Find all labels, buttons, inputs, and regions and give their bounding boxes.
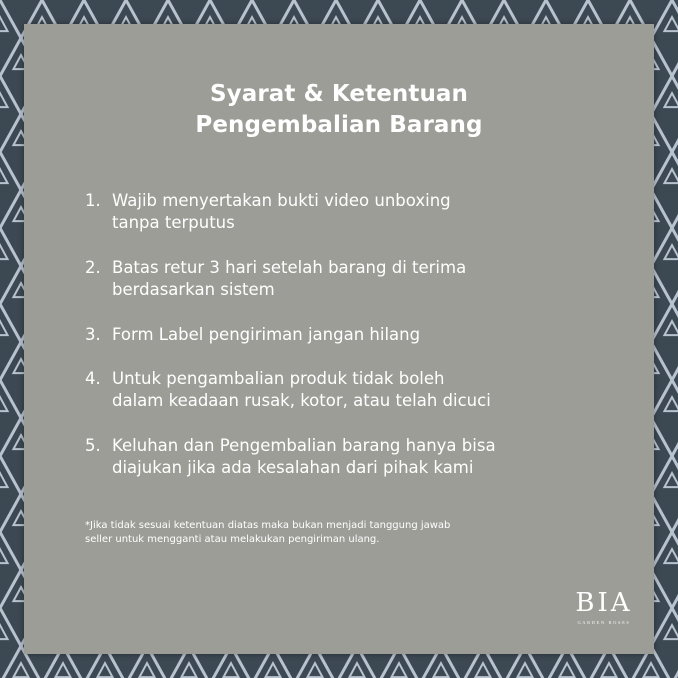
term-item-4	[85, 368, 585, 412]
term-text-line: Form Label pengiriman jangan hilang	[112, 325, 421, 344]
pattern-inner-triangle	[0, 625, 8, 639]
pattern-inner-triangle	[664, 473, 678, 487]
brand-logo	[569, 589, 639, 626]
disclaimer-note	[85, 519, 605, 547]
pattern-inner-triangle	[664, 169, 678, 183]
term-text-line: Untuk pengambalian produk tidak boleh	[112, 369, 445, 388]
pattern-inner-triangle	[664, 17, 678, 31]
pattern-inner-triangle	[139, 663, 154, 677]
pattern-inner-triangle	[0, 397, 8, 411]
pattern-triangle	[672, 38, 678, 76]
term-text-line: Batas retur 3 hari setelah barang di terima	[112, 258, 467, 277]
pattern-inner-triangle	[0, 245, 8, 259]
pattern-inner-triangle	[0, 93, 8, 107]
page-title	[24, 79, 654, 141]
pattern-inner-triangle	[13, 663, 28, 677]
term-item-5	[85, 435, 585, 479]
pattern-inner-triangle	[55, 663, 70, 677]
term-item-3	[85, 324, 585, 346]
pattern-inner-triangle	[517, 663, 532, 677]
term-text-line: tanpa terputus	[112, 213, 235, 232]
pattern-triangle	[0, 228, 21, 266]
pattern-inner-triangle	[0, 17, 8, 31]
pattern-triangle	[672, 494, 678, 532]
term-number: 3.	[85, 325, 101, 344]
pattern-inner-triangle	[601, 663, 616, 677]
content-panel	[24, 24, 654, 654]
pattern-inner-triangle	[664, 93, 678, 107]
pattern-inner-triangle	[349, 663, 364, 677]
pattern-inner-triangle	[664, 549, 678, 563]
pattern-triangle	[0, 608, 21, 646]
pattern-inner-triangle	[0, 169, 8, 183]
pattern-inner-triangle	[0, 321, 8, 335]
pattern-triangle	[672, 418, 678, 456]
pattern-inner-triangle	[664, 245, 678, 259]
term-number: 4.	[85, 369, 101, 388]
pattern-inner-triangle	[433, 663, 448, 677]
pattern-inner-triangle	[265, 663, 280, 677]
note-line-1: *Jika tidak sesuai ketentuan diatas maka bukan menjadi tanggung jawab	[85, 520, 451, 531]
pattern-triangle	[672, 646, 678, 678]
term-number: 1.	[85, 191, 101, 210]
pattern-inner-triangle	[223, 663, 238, 677]
term-item-2	[85, 257, 585, 301]
term-item-1	[85, 190, 585, 234]
pattern-inner-triangle	[0, 549, 8, 563]
title-line-1: Syarat & Ketentuan	[209, 81, 469, 107]
pattern-inner-triangle	[391, 663, 406, 677]
pattern-inner-triangle	[181, 663, 196, 677]
logo-mark: BIA	[575, 588, 633, 618]
term-text-line: berdasarkan sistem	[112, 280, 275, 299]
logo-subtitle: GARDEN ROSES	[577, 620, 631, 625]
pattern-triangle	[0, 0, 21, 38]
term-number: 2.	[85, 258, 101, 277]
pattern-inner-triangle	[664, 397, 678, 411]
term-text-line: Wajib menyertakan bukti video unboxing	[112, 191, 451, 210]
pattern-inner-triangle	[97, 663, 112, 677]
pattern-inner-triangle	[475, 663, 490, 677]
term-text-line: dalam keadaan rusak, kotor, atau telah dicuci	[112, 391, 491, 410]
pattern-triangle	[672, 570, 678, 608]
pattern-triangle	[672, 190, 678, 228]
pattern-inner-triangle	[307, 663, 322, 677]
pattern-inner-triangle	[559, 663, 574, 677]
pattern-triangle	[0, 532, 21, 570]
term-text-line: Keluhan dan Pengembalian barang hanya bisa	[112, 436, 496, 455]
note-line-2: seller untuk mengganti atau melakukan pengiriman ulang.	[85, 534, 380, 545]
pattern-triangle	[0, 304, 21, 342]
terms-list	[85, 190, 585, 502]
pattern-inner-triangle	[643, 663, 658, 677]
pattern-triangle	[0, 152, 21, 190]
pattern-triangle	[0, 380, 21, 418]
pattern-triangle	[0, 76, 21, 114]
pattern-triangle	[672, 342, 678, 380]
pattern-inner-triangle	[664, 321, 678, 335]
term-text-line: diajukan jika ada kesalahan dari pihak kami	[112, 458, 474, 477]
pattern-inner-triangle	[664, 625, 678, 639]
title-line-2: Pengembalian Barang	[195, 112, 483, 138]
pattern-triangle	[672, 114, 678, 152]
pattern-triangle	[672, 266, 678, 304]
pattern-inner-triangle	[0, 473, 8, 487]
term-number: 5.	[85, 436, 101, 455]
pattern-triangle	[0, 456, 21, 494]
